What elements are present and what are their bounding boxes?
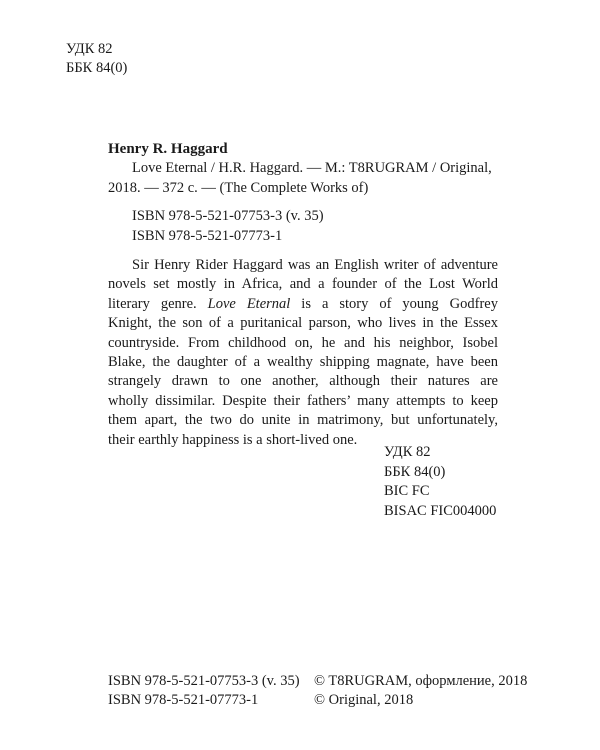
description-line: strangely drawn to one another, although their natures are [108, 373, 498, 390]
isbn-block [132, 206, 324, 246]
description-line: novels set mostly in Africa, and a founder of the Lost World [108, 276, 498, 293]
description-line: them apart, the two do unite in matrimony, but unfortunately, [108, 412, 498, 429]
bbk-code: ББК 84(0) [66, 60, 128, 76]
description-line: countryside. From childhood on, he and his neighbor, Isobel [108, 334, 498, 351]
bisac-code: BISAC FIC004000 [384, 502, 497, 519]
author-heading: Henry R. Haggard [108, 141, 228, 157]
footer-isbn-volume: ISBN 978-5-521-07753-3 (v. 35) [108, 673, 300, 689]
description-line: Sir Henry Rider Haggard was an English writer of adventure [132, 257, 498, 273]
udk-code: УДК 82 [66, 41, 113, 57]
copyright-design: © T8RUGRAM, оформление, 2018 [314, 673, 528, 689]
description-line: wholly dissimilar. Despite their fathers’ many attempts to keep [108, 392, 498, 409]
udk-code: УДК 82 [384, 444, 431, 460]
bbk-code: ББК 84(0) [384, 463, 446, 480]
bibliographic-line-1: Love Eternal / H.R. Haggard. — M.: T8RUGRAM / Original, [132, 160, 492, 176]
isbn-volume: ISBN 978-5-521-07753-3 (v. 35) [132, 208, 324, 224]
description-text: is a story of young Godfrey [290, 295, 498, 312]
description-text: literary genre. [108, 295, 208, 312]
footer-copyrights [314, 672, 527, 710]
description-line: their earthly happiness is a short-lived one. [108, 431, 358, 448]
book-title-italic: Love Eternal [207, 295, 291, 312]
top-classification-codes [66, 40, 127, 78]
bibliographic-record [108, 158, 497, 198]
isbn-series: ISBN 978-5-521-07773-1 [132, 228, 283, 244]
description-line [108, 295, 498, 314]
book-description [108, 256, 498, 450]
classification-codes [384, 443, 496, 521]
copyright-original: © Original, 2018 [314, 692, 414, 708]
description-line: Blake, the daughter of a wealthy shipping magnate, have been [108, 354, 498, 371]
bibliographic-line-2: 2018. — 372 с. — (The Complete Works of) [108, 180, 369, 196]
description-line: Knight, the son of a puritanical parson, who lives in the Essex [108, 315, 498, 332]
footer-isbn-series: ISBN 978-5-521-07773-1 [108, 692, 259, 708]
footer-isbns [108, 672, 300, 710]
bic-code: BIC FC [384, 483, 430, 499]
